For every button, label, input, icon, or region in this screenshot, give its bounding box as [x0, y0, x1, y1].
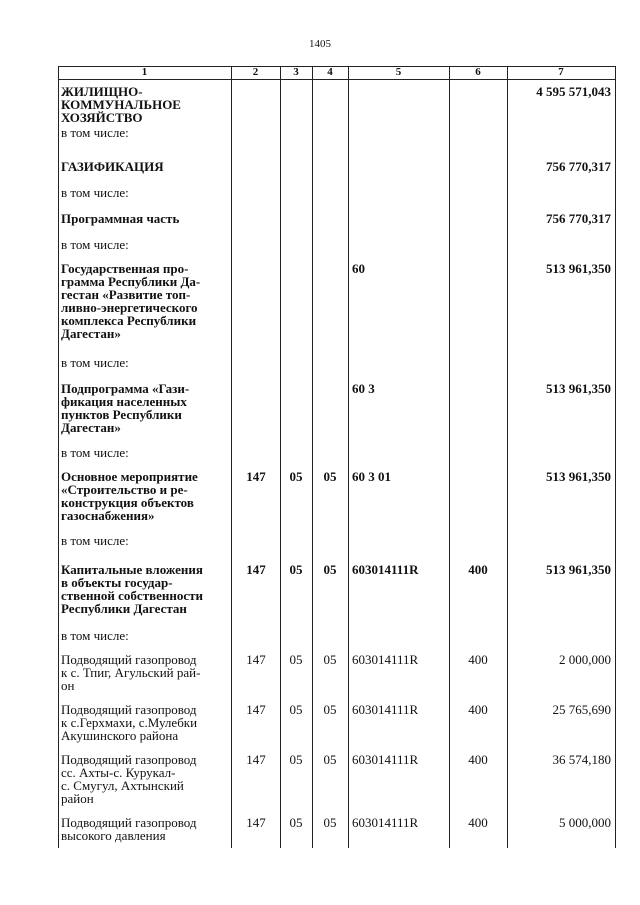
col-border: [312, 66, 313, 848]
row-subheading: в том числе:: [61, 185, 129, 200]
cell-c7: 513 961,350: [546, 381, 611, 396]
cell-c7: 756 770,317: [546, 211, 611, 226]
row-name: ЖИЛИЩНО- КОММУНАЛЬНОЕ ХОЗЯЙСТВО: [61, 84, 181, 125]
cell-c7: 756 770,317: [546, 159, 611, 174]
cell-c3: 05: [289, 702, 303, 717]
header-col-5: 5: [395, 66, 402, 78]
row-subheading: в том числе:: [61, 533, 129, 548]
cell-c5: 603014111R: [352, 702, 419, 717]
row-name: Государственная про- грамма Республики Да- гестан «Развитие топ- ливно-энергетического комплекса Республики Дагестан»: [61, 261, 201, 341]
row-name: Программная часть: [61, 211, 180, 226]
cell-c3: 05: [289, 469, 303, 484]
col-border: [449, 66, 450, 848]
header-col-1: 1: [141, 66, 148, 78]
cell-c3: 05: [289, 815, 303, 830]
cell-c2: 147: [246, 562, 266, 577]
cell-c2: 147: [246, 702, 266, 717]
cell-c2: 147: [246, 652, 266, 667]
row-name: ГАЗИФИКАЦИЯ: [61, 159, 164, 174]
cell-c6: 400: [468, 562, 488, 577]
cell-c4: 05: [323, 652, 337, 667]
cell-c7: 513 961,350: [546, 562, 611, 577]
cell-c5: 60 3 01: [352, 469, 391, 484]
cell-c7: 36 574,180: [552, 752, 611, 767]
cell-c3: 05: [289, 652, 303, 667]
col-border: [615, 66, 616, 848]
row-name: Основное мероприятие «Строительство и ре- конструкция объектов газоснабжения»: [61, 469, 198, 523]
header-col-6: 6: [475, 66, 481, 78]
col-border: [348, 66, 349, 848]
cell-c7: 4 595 571,043: [536, 84, 611, 99]
row-subheading: в том числе:: [61, 355, 129, 370]
header-bottom-border: [58, 79, 616, 80]
cell-c7: 513 961,350: [546, 261, 611, 276]
header-col-7: 7: [558, 66, 564, 78]
cell-c7: 2 000,000: [559, 652, 611, 667]
cell-c5: 60: [352, 261, 365, 276]
cell-c4: 05: [323, 752, 337, 767]
cell-c6: 400: [468, 652, 488, 667]
row-subheading: в том числе:: [61, 445, 129, 460]
cell-c5: 603014111R: [352, 652, 419, 667]
cell-c3: 05: [289, 562, 303, 577]
cell-c2: 147: [246, 815, 266, 830]
budget-table: [58, 66, 616, 848]
cell-c4: 05: [323, 702, 337, 717]
col-border: [507, 66, 508, 848]
cell-c5: 60 3: [352, 381, 375, 396]
row-name: Подводящий газопровод высокого давления: [61, 815, 197, 843]
cell-c7: 513 961,350: [546, 469, 611, 484]
row-subheading: в том числе:: [61, 628, 129, 643]
row-subheading: в том числе:: [61, 125, 129, 140]
header-col-4: 4: [327, 66, 333, 78]
cell-c7: 5 000,000: [559, 815, 611, 830]
row-name: Капитальные вложения в объекты государ- ственной собственности Республики Дагестан: [61, 562, 204, 616]
cell-c5: 603014111R: [352, 562, 419, 577]
row-name: Подпрограмма «Гази- фикация населенных пунктов Республики Дагестан»: [61, 381, 190, 435]
cell-c4: 05: [323, 469, 337, 484]
header-col-3: 3: [293, 66, 299, 78]
cell-c6: 400: [468, 702, 488, 717]
header-col-2: 2: [252, 66, 259, 78]
cell-c5: 603014111R: [352, 752, 419, 767]
cell-c5: 603014111R: [352, 815, 419, 830]
row-name: Подводящий газопровод к с. Тпиг, Агульский рай- он: [61, 652, 201, 693]
row-subheading: в том числе:: [61, 237, 129, 252]
col-border: [58, 66, 59, 848]
row-name: Подводящий газопровод к с.Герхмахи, с.Мулебки Акушинского района: [61, 702, 198, 743]
col-border: [231, 66, 232, 848]
cell-c3: 05: [289, 752, 303, 767]
row-name: Подводящий газопровод сс. Ахты-с. Курукал- с. Смугул, Ахтынский район: [61, 752, 197, 806]
cell-c6: 400: [468, 752, 488, 767]
cell-c6: 400: [468, 815, 488, 830]
cell-c4: 05: [323, 815, 337, 830]
page-number: 1405: [309, 38, 331, 50]
cell-c7: 25 765,690: [552, 702, 611, 717]
cell-c4: 05: [323, 562, 337, 577]
cell-c2: 147: [246, 752, 266, 767]
col-border: [280, 66, 281, 848]
cell-c2: 147: [246, 469, 266, 484]
